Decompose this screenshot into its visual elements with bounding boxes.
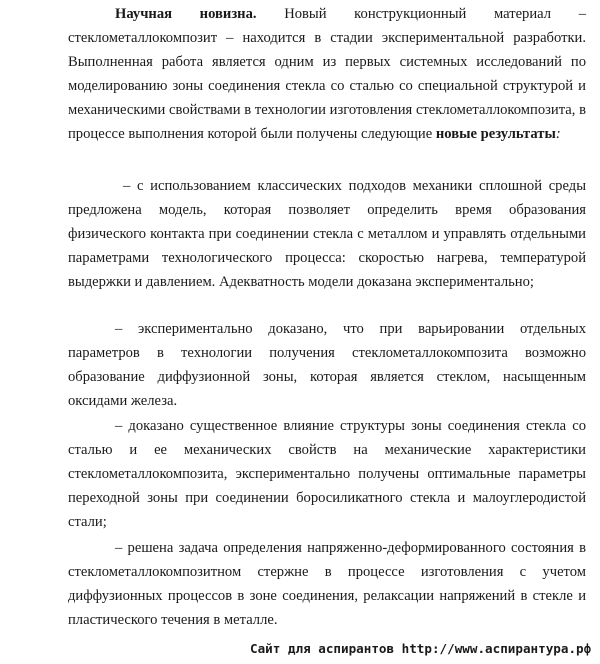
result-item-model	[68, 175, 586, 295]
paragraph-1-ending: :	[555, 125, 561, 142]
result-item-diffusion-zone-text: – экспериментально доказано, что при варьировании отдельных параметров в технологии получения стеклометаллокомпозита возможно образование диффузионной зоны, которая является стеклом, насыщенным оксидами железа.	[68, 321, 586, 409]
heading-scientific-novelty: Научная новизна.	[115, 6, 257, 22]
paragraph-1-text: Новый конструкционный материал – стеклометаллокомпозит – находится в стадии экспериментальной разработки. Выполненная работа является одним из первых системных исследований по моделированию зоны соединения стекла со сталью со специальной структурой и механическими свойствами в технологии изготовления стеклометаллокомпозита, в процессе выполнения которой были получены следующие	[68, 6, 586, 142]
result-item-stress-state-text: – решена задача определения напряженно-деформированного состояния в стеклометаллокомпозитном стержне в процессе изготовления с учетом диффузионных процессов в зоне соединения, релаксации напряжений в стекле и пластического течения в металле.	[68, 540, 586, 628]
result-item-structure-influence-text: – доказано существенное влияние структуры зоны соединения стекла со сталью и ее механических свойств на механические характеристики стеклометаллокомпозита, экспериментально получены оптимальные параметры переходной зоны при соединении боросиликатного стекла и малоуглеродистой стали;	[68, 418, 586, 530]
result-item-diffusion-zone	[68, 318, 586, 414]
new-results-emphasis: новые результаты	[435, 125, 556, 142]
paragraph-scientific-novelty	[68, 3, 586, 146]
result-item-stress-state	[68, 537, 586, 633]
site-footer: Сайт для аспирантов http://www.аспирантура.рф	[250, 641, 592, 656]
result-item-structure-influence	[68, 415, 586, 535]
result-item-model-text: – с использованием классических подходов механики сплошной среды предложена модель, которая позволяет определить время образования физического контакта при соединении стекла с металлом и управлять отдельными параметрами технологического процесса: скоростью нагрева, температурой выдержки и давлением. Адекватность модели доказана экспериментально;	[68, 178, 586, 290]
